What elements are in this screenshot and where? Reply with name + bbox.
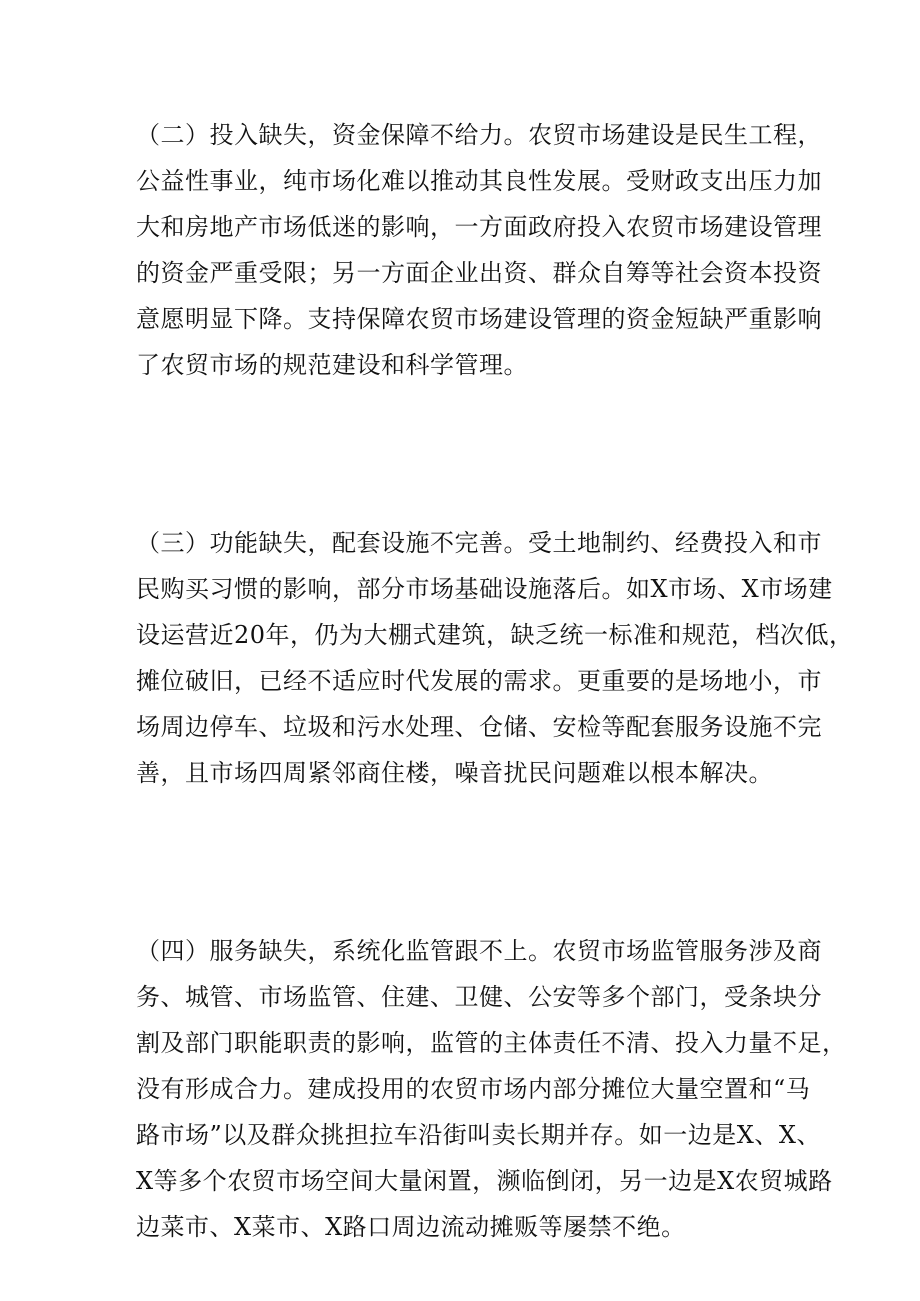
text-line: 割及部门职能职责的影响，监管的主体责任不清、投入力量不足， [136, 1029, 847, 1057]
text-line: （四）服务缺失，系统化监管跟不上。农贸市场监管服务涉及商 [136, 937, 822, 965]
text-line: 公益性事业，纯市场化难以推动其良性发展。受财政支出压力加 [136, 167, 822, 195]
paragraph-function-shortage [136, 520, 854, 796]
text-line: 民购买习惯的影响，部分市场基础设施落后。如X市场、X市场建 [136, 575, 833, 603]
text-line: 的资金严重受限；另一方面企业出资、群众自筹等社会资本投资 [136, 259, 822, 287]
text-line: 摊位破旧，已经不适应时代发展的需求。更重要的是场地小，市 [136, 667, 822, 695]
text-line: 务、城管、市场监管、住建、卫健、公安等多个部门，受条块分 [136, 983, 822, 1011]
text-line: 边菜市、X菜市、X路口周边流动摊贩等屡禁不绝。 [136, 1213, 686, 1241]
text-line: （三）功能缺失，配套设施不完善。受土地制约、经费投入和市 [136, 529, 822, 557]
text-line: 没有形成合力。建成投用的农贸市场内部分摊位大量空置和“马 [136, 1075, 811, 1103]
text-line: （二）投入缺失，资金保障不给力。农贸市场建设是民生工程， [136, 121, 822, 149]
text-line: X等多个农贸市场空间大量闲置，濒临倒闭，另一边是X农贸城路 [136, 1167, 833, 1195]
text-line: 设运营近20年，仍为大棚式建筑，缺乏统一标准和规范，档次低， [136, 621, 854, 649]
paragraph-investment-shortage [136, 112, 822, 388]
text-line: 路市场”以及群众挑担拉车沿街叫卖长期并存。如一边是X、X、 [136, 1121, 821, 1149]
text-line: 意愿明显下降。支持保障农贸市场建设管理的资金短缺严重影响 [136, 305, 822, 333]
text-line: 场周边停车、垃圾和污水处理、仓储、安检等配套服务设施不完 [136, 713, 822, 741]
text-line: 大和房地产市场低迷的影响，一方面政府投入农贸市场建设管理 [136, 213, 822, 241]
text-line: 善，且市场四周紧邻商住楼，噪音扰民问题难以根本解决。 [136, 759, 773, 787]
paragraph-service-shortage [136, 928, 847, 1250]
text-line: 了农贸市场的规范建设和科学管理。 [136, 351, 528, 379]
